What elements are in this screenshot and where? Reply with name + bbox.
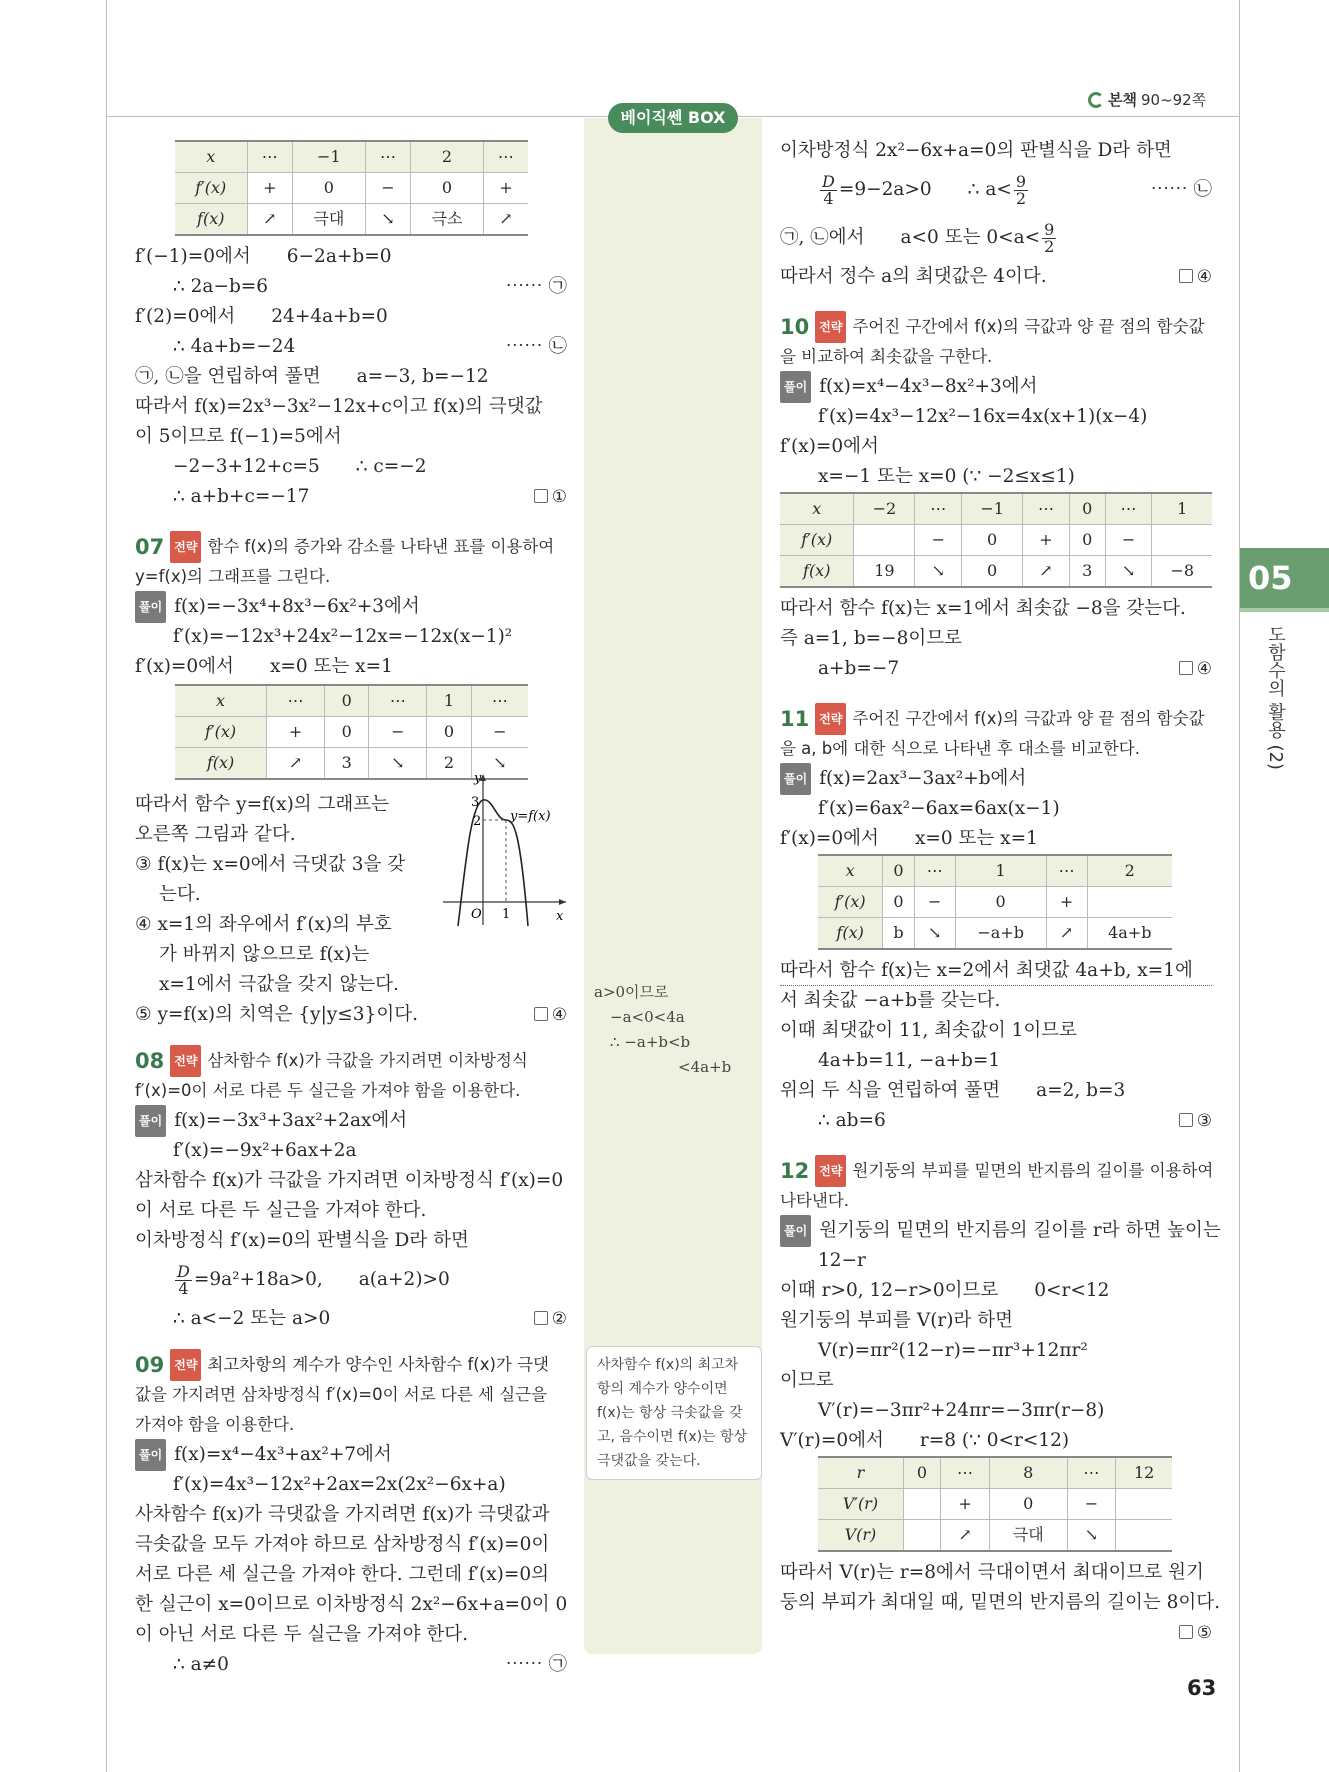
text: − — [915, 525, 962, 556]
text: ㉠, ㉡에서 — [780, 227, 865, 248]
text: 을 a, b에 대한 식으로 나타낸 후 대소를 비교한다. — [780, 739, 1140, 758]
text: ③ f(x)는 x=0에서 극댓값 3을 갖 — [135, 854, 406, 875]
text: f(x) — [780, 556, 854, 588]
text-line — [780, 1076, 1212, 1106]
text: 서로 다른 세 실근을 가져야 한다. 그런데 f′(x)=0의 — [135, 1564, 550, 1585]
text: 을 비교하여 최솟값을 구한다. — [780, 347, 993, 366]
text-line — [780, 166, 1212, 214]
text — [903, 1520, 940, 1552]
text: ④ — [551, 1005, 567, 1025]
text: 2 — [1087, 855, 1172, 887]
text: D — [177, 1261, 190, 1281]
text: 이므로 — [780, 1370, 834, 1391]
answer-icon — [1179, 1113, 1193, 1127]
text-line: 이 5이므로 f(−1)=5에서 — [135, 426, 342, 447]
answer-icon — [1179, 661, 1193, 675]
text: 풀이 — [780, 763, 811, 795]
text: 3 — [325, 748, 369, 780]
text: ⋯ — [941, 1457, 990, 1489]
text: 풀이 — [780, 1215, 811, 1247]
origin-label: O — [471, 907, 482, 922]
text: f′(x) — [780, 525, 854, 556]
text: f′(x) — [175, 173, 247, 204]
text: 2 — [1015, 188, 1027, 208]
text: ∴ a+b+c=−17 — [173, 486, 310, 507]
text: 가 바뀌지 않으므로 f(x)는 — [159, 944, 370, 965]
answer-icon — [534, 1311, 548, 1325]
text: ㉠, ㉡을 연립하여 풀면 — [135, 366, 321, 387]
text-line — [135, 362, 567, 392]
text: a=2, b=3 — [1036, 1080, 1126, 1101]
text: 둥의 부피가 최대일 때, 밑면의 반지름의 길이는 8이다. — [780, 1592, 1220, 1613]
text: 서 최솟값 −a+b를 갖는다. — [780, 990, 1001, 1011]
text: f′(x) — [175, 717, 267, 748]
chapter-title: 도함수의 활용 (2) — [1265, 625, 1286, 770]
text: 0 — [325, 717, 369, 748]
right-margin-line — [1239, 0, 1240, 1772]
answer-line — [780, 1618, 1212, 1648]
text: 2 — [411, 141, 484, 173]
answer-line — [780, 654, 1212, 684]
text: V′(r)=0에서 — [780, 1430, 884, 1451]
text: f′(x)=0이 서로 다른 두 실근을 가져야 함을 이용한다. — [135, 1081, 521, 1100]
answer-icon — [1179, 1625, 1193, 1639]
text-line — [135, 652, 567, 682]
text: x=−1 또는 x=0 (∵ −2≤x≤1) — [818, 466, 1075, 487]
text: + — [1023, 525, 1070, 556]
text-line — [780, 824, 1212, 854]
text: −a<0<4a — [610, 1008, 685, 1026]
text: f′(x) — [818, 887, 883, 918]
x-label: x — [556, 909, 564, 924]
text: −a+b — [955, 918, 1046, 950]
answer-line — [780, 262, 1212, 292]
text: + — [941, 1489, 990, 1520]
text: ⋯ — [365, 141, 411, 173]
text: 이 아닌 서로 다른 두 실근을 가져야 한다. — [135, 1624, 468, 1645]
text: 한 실근이 x=0이므로 이차방정식 2x²−6x+a=0이 0 — [135, 1594, 568, 1615]
text: 따라서 V(r)는 r=8에서 극대이면서 최대이므로 원기 — [780, 1562, 1204, 1583]
chapter-tab-strip — [1240, 608, 1329, 612]
text: 0 — [1069, 525, 1105, 556]
text-line — [135, 272, 567, 302]
text-line — [780, 1276, 1212, 1306]
text: 풀이 — [780, 371, 811, 403]
problem-10-header — [780, 312, 1212, 342]
text: ⋯ — [1023, 493, 1070, 525]
text: 2 — [427, 748, 471, 780]
text: 값을 가지려면 삼차방정식 f′(x)=0이 서로 다른 세 실근을 — [135, 1385, 548, 1404]
text: 0 — [293, 173, 366, 204]
reference-label: 본책 — [1108, 91, 1137, 109]
text: 전략 — [170, 1045, 201, 1077]
text: 0 — [1069, 493, 1105, 525]
x-axis-arrow — [559, 899, 566, 905]
text: 따라서 함수 y=f(x)의 그래프는 — [135, 794, 390, 815]
text: −2 — [854, 493, 915, 525]
text: 0 — [883, 887, 915, 918]
text: ⋯ — [915, 493, 962, 525]
text: a=−3, b=−12 — [356, 366, 489, 387]
text: 0 — [903, 1457, 940, 1489]
text: 4a+b — [1087, 918, 1172, 950]
label-three: 3 — [471, 795, 480, 810]
text: ⑤ y=f(x)의 치역은 {y|y≤3}이다. — [135, 1004, 418, 1025]
box-note-09: 사차함수 f(x)의 최고차항의 계수가 양수이면 f(x)는 항상 극솟값을 갖고, 음수이면 f(x)는 항상 극댓값을 갖는다. — [586, 1346, 762, 1480]
sign-table-11 — [818, 854, 1172, 950]
text: 0 — [325, 685, 369, 717]
text: ④ — [1196, 659, 1212, 679]
text: − — [471, 717, 528, 748]
text: f(x) — [175, 204, 247, 236]
text: 풀이 — [135, 1105, 166, 1137]
text: a(a+2)>0 — [358, 1269, 450, 1290]
text: ∴ a< — [967, 179, 1012, 200]
text: 이차방정식 f′(x)=0의 판별식을 D라 하면 — [135, 1230, 469, 1251]
text: ∴ a≠0 — [173, 1654, 229, 1675]
text: ⋯ — [1046, 855, 1087, 887]
text: f′(−1)=0에서 — [135, 246, 251, 267]
text: ③ — [1196, 1111, 1212, 1131]
text: 11 — [780, 707, 810, 731]
text: 풀이 — [135, 591, 166, 623]
text: V′(r) — [818, 1489, 903, 1520]
text: 12−r — [818, 1250, 866, 1271]
text: 19 — [854, 556, 915, 588]
text: f′(x)=−9x²+6ax+2a — [173, 1140, 357, 1161]
text: 09 — [135, 1353, 165, 1377]
page-number: 63 — [1187, 1676, 1217, 1700]
text: 9 — [1044, 219, 1055, 239]
right-column — [780, 136, 1221, 1648]
text: ∴ ab=6 — [818, 1110, 886, 1131]
text-line — [135, 242, 567, 272]
text: 2 — [1044, 236, 1055, 256]
reference-icon — [1088, 92, 1104, 108]
text: f′(x)=0에서 — [780, 436, 879, 457]
text: ④ — [1196, 267, 1212, 287]
text: a<0 또는 0<a< — [900, 227, 1041, 248]
text-line — [135, 592, 567, 622]
text-line — [135, 452, 567, 482]
text-line — [780, 764, 1212, 794]
text: − — [369, 717, 427, 748]
answer-line — [135, 482, 567, 512]
text: f′(x)=4x³−12x²+2ax=2x(2x²−6x+a) — [173, 1474, 506, 1495]
text: x=0 또는 x=1 — [914, 828, 1038, 849]
text: ⑤ — [1196, 1623, 1212, 1643]
answer-line — [135, 1000, 567, 1030]
text: ⋯⋯ ㉡ — [1150, 179, 1212, 200]
text: f(x)=x⁴−4x³+ax²+7에서 — [174, 1444, 392, 1465]
text: 따라서 정수 a의 최댓값은 4이다. — [780, 266, 1047, 287]
curve-label: y=f(x) — [510, 809, 551, 824]
problem-07-header — [135, 532, 567, 562]
text-line — [135, 1106, 567, 1136]
text: 4a+b=11, −a+b=1 — [818, 1050, 1001, 1071]
problem-09-header — [135, 1350, 567, 1380]
text: ∴ a<−2 또는 a>0 — [173, 1308, 331, 1329]
text: ↗ — [267, 748, 325, 780]
text: 전략 — [815, 703, 846, 735]
text: 따라서 함수 f(x)는 x=1에서 최솟값 −8을 갖는다. — [780, 598, 1186, 619]
text: 이 서로 다른 두 실근을 가져야 한다. — [135, 1200, 427, 1221]
sign-table-10 — [780, 492, 1212, 588]
text: ② — [551, 1309, 567, 1329]
text-line — [135, 1256, 567, 1304]
text: 극대 — [989, 1520, 1067, 1552]
text — [854, 525, 915, 556]
text: 8 — [989, 1457, 1067, 1489]
text: ↗ — [1023, 556, 1070, 588]
text: f(x)=−3x³+3ax²+2ax에서 — [174, 1110, 408, 1131]
label-one: 1 — [502, 907, 511, 922]
text: =9−2a>0 — [838, 179, 932, 200]
reference-pages: 90~92쪽 — [1140, 91, 1207, 109]
text: f(x) — [818, 918, 883, 950]
text: f′(x)=4x³−12x²−16x=4x(x+1)(x−4) — [818, 406, 1148, 427]
text — [1152, 525, 1212, 556]
text: 원기둥의 부피를 V(r)라 하면 — [780, 1310, 1013, 1331]
text: f′(x)=−12x³+24x²−12x=−12x(x−1)² — [173, 626, 513, 647]
sign-table-12 — [818, 1456, 1172, 1552]
text: 07 — [135, 535, 165, 559]
text: 즉 a=1, b=−8이므로 — [780, 628, 963, 649]
problem-12-header — [780, 1156, 1212, 1186]
label-two: 2 — [473, 814, 482, 829]
text: f′(x)=6ax²−6ax=6ax(x−1) — [818, 798, 1060, 819]
text: 최고차항의 계수가 양수인 사차함수 f(x)가 극댓 — [207, 1355, 549, 1374]
text: 6−2a+b=0 — [286, 246, 392, 267]
text: 08 — [135, 1049, 165, 1073]
text: 10 — [780, 315, 810, 339]
text: ① — [551, 487, 567, 507]
text-line — [135, 1440, 567, 1470]
text: + — [267, 717, 325, 748]
text: f(x)=x⁴−4x³−8x²+3에서 — [819, 376, 1038, 397]
text: ↗ — [247, 204, 293, 236]
text: 1 — [955, 855, 1046, 887]
text: <4a+b — [678, 1058, 732, 1076]
text: −1 — [962, 493, 1023, 525]
text: ↗ — [941, 1520, 990, 1552]
text: x — [175, 685, 267, 717]
text: + — [247, 173, 293, 204]
text: ⋯ — [1067, 1457, 1116, 1489]
text: ↘ — [471, 748, 528, 780]
text: ↘ — [365, 204, 411, 236]
text: r — [818, 1457, 903, 1489]
text: −2−3+12+c=5 — [173, 456, 320, 477]
text: 0 — [955, 887, 1046, 918]
text: 전략 — [815, 1155, 846, 1187]
text: f′(x)=0에서 — [780, 828, 879, 849]
text: r=8 (∵ 0<r<12) — [919, 1430, 1070, 1451]
text: + — [1046, 887, 1087, 918]
text: ⋯ — [914, 855, 955, 887]
text: 3 — [1069, 556, 1105, 588]
y-label: y — [474, 771, 482, 786]
text: 0 — [962, 556, 1023, 588]
text: 원기둥의 밑면의 반지름의 길이를 r라 하면 높이는 — [819, 1220, 1221, 1241]
text — [1087, 887, 1172, 918]
text: −8 — [1152, 556, 1212, 588]
text: 0 — [962, 525, 1023, 556]
text: x — [780, 493, 854, 525]
text: ⋯⋯ ㉠ — [505, 276, 567, 297]
text: f(x)=2ax³−3ax²+b에서 — [819, 768, 1027, 789]
text: 극솟값을 모두 가져야 하므로 삼차방정식 f′(x)=0이 — [135, 1534, 550, 1555]
text: 0 — [883, 855, 915, 887]
text: ↗ — [1046, 918, 1087, 950]
text: ⋯ — [247, 141, 293, 173]
text: 0<r<12 — [1034, 1280, 1110, 1301]
text: ⋯⋯ ㉡ — [505, 336, 567, 357]
text: 12 — [1116, 1457, 1172, 1489]
text: ∴ 4a+b=−24 — [173, 336, 296, 357]
text: 따라서 함수 f(x)는 x=2에서 최댓값 4a+b, x=1에 — [780, 956, 1212, 986]
text: 이때 최댓값이 11, 최솟값이 1이므로 — [780, 1020, 1078, 1041]
answer-line — [135, 1304, 567, 1334]
text: V′(r)=−3πr²+24πr=−3πr(r−8) — [818, 1400, 1105, 1421]
text: 사차함수 f(x)가 극댓값을 가지려면 f(x)가 극댓값과 — [135, 1504, 550, 1525]
text: 는다. — [159, 884, 201, 905]
text: a+b=−7 — [818, 658, 900, 679]
page-reference — [1088, 89, 1206, 110]
text — [1116, 1520, 1172, 1552]
text-line — [135, 302, 567, 332]
text: y=f(x)의 그래프를 그린다. — [135, 567, 331, 586]
box-note-11 — [594, 980, 731, 1080]
text: x — [818, 855, 883, 887]
text: =9a²+18a>0, — [193, 1269, 323, 1290]
text: f′(x)=0에서 — [135, 656, 234, 677]
text-line — [780, 1426, 1212, 1456]
text: 삼차함수 f(x)가 극값을 가지려면 이차방정식 — [207, 1051, 528, 1070]
text — [903, 1489, 940, 1520]
text: ④ x=1의 좌우에서 f′(x)의 부호 — [135, 914, 392, 935]
text: 4 — [823, 188, 834, 208]
text: ↘ — [1067, 1520, 1116, 1552]
text-line — [135, 1650, 567, 1680]
text: x — [175, 141, 247, 173]
text: 1 — [1152, 493, 1212, 525]
text: 전략 — [815, 311, 846, 343]
text-line — [780, 1216, 1221, 1246]
text: ↘ — [915, 556, 962, 588]
sign-table-06 — [175, 140, 528, 236]
text: 전략 — [170, 1349, 201, 1381]
answer-icon — [534, 1007, 548, 1021]
text: a>0이므로 — [594, 983, 669, 1001]
text: 가져야 함을 이용한다. — [135, 1415, 295, 1434]
left-margin-line — [106, 0, 107, 1772]
text: 나타낸다. — [780, 1191, 850, 1210]
text: 이차방정식 2x²−6x+a=0의 판별식을 D라 하면 — [780, 140, 1172, 161]
text: x=1에서 극값을 갖지 않는다. — [159, 974, 399, 995]
text-line: 따라서 f(x)=2x³−3x²−12x+c이고 f(x)의 극댓값 — [135, 396, 543, 417]
text: 0 — [411, 173, 484, 204]
text: 극대 — [293, 204, 366, 236]
text: f(x) — [175, 748, 267, 780]
text: ⋯ — [267, 685, 325, 717]
text: ↘ — [369, 748, 427, 780]
text: 원기둥의 부피를 밑면의 반지름의 길이를 이용하여 — [852, 1161, 1214, 1180]
text: 위의 두 식을 연립하여 풀면 — [780, 1080, 1001, 1101]
text: 0 — [427, 717, 471, 748]
text: 주어진 구간에서 f(x)의 극값과 양 끝 점의 함숫값 — [852, 317, 1205, 336]
text: 삼차함수 f(x)가 극값을 가지려면 이차방정식 f′(x)=0 — [135, 1170, 564, 1191]
text: 주어진 구간에서 f(x)의 극값과 양 끝 점의 함숫값 — [852, 709, 1205, 728]
text: 이때 r>0, 12−r>0이므로 — [780, 1280, 999, 1301]
text: ∴ c=−2 — [355, 456, 427, 477]
text: − — [365, 173, 411, 204]
text: − — [914, 887, 955, 918]
text: ↘ — [1105, 556, 1152, 588]
answer-icon — [534, 489, 548, 503]
text: − — [1067, 1489, 1116, 1520]
text: ↘ — [914, 918, 955, 950]
text: f(x)=−3x⁴+8x³−6x²+3에서 — [174, 596, 420, 617]
problem-11-header — [780, 704, 1212, 734]
text: −1 — [293, 141, 366, 173]
text: 함수 f(x)의 증가와 감소를 나타낸 표를 이용하여 — [207, 537, 555, 556]
text: ⋯ — [1105, 493, 1152, 525]
text: ↗ — [483, 204, 528, 236]
text: 전략 — [170, 531, 201, 563]
chapter-tab: 05 — [1240, 548, 1329, 608]
text: ⋯ — [483, 141, 528, 173]
text: ⋯ — [369, 685, 427, 717]
text: ⋯⋯ ㉠ — [505, 1654, 567, 1675]
text: ⋯ — [471, 685, 528, 717]
text — [1116, 1489, 1172, 1520]
text: 12 — [780, 1159, 810, 1183]
graph-07 — [438, 770, 568, 930]
text: D — [822, 171, 835, 191]
text: 1 — [427, 685, 471, 717]
text: 9 — [1015, 171, 1027, 191]
text-line — [135, 332, 567, 362]
text: 풀이 — [135, 1439, 166, 1471]
answer-icon — [1179, 269, 1193, 283]
text: 4 — [178, 1278, 189, 1298]
text: ∴ 2a−b=6 — [173, 276, 269, 297]
text: f′(2)=0에서 — [135, 306, 236, 327]
text: 극소 — [411, 204, 484, 236]
text-line — [780, 372, 1212, 402]
text: b — [883, 918, 915, 950]
text: 오른쪽 그림과 같다. — [135, 824, 296, 845]
text-line — [780, 214, 1212, 262]
text: V(r) — [818, 1520, 903, 1552]
text: + — [483, 173, 528, 204]
sign-table-07 — [175, 684, 528, 780]
answer-line — [780, 1106, 1212, 1136]
text: ∴ −a+b<b — [610, 1033, 691, 1051]
problem-08-header — [135, 1046, 567, 1076]
text: x=0 또는 x=1 — [269, 656, 393, 677]
text: 24+4a+b=0 — [271, 306, 388, 327]
text: − — [1105, 525, 1152, 556]
text: 0 — [989, 1489, 1067, 1520]
box-badge: 베이직쎈 BOX — [608, 103, 738, 133]
text: V(r)=πr²(12−r)=−πr³+12πr² — [818, 1340, 1088, 1361]
